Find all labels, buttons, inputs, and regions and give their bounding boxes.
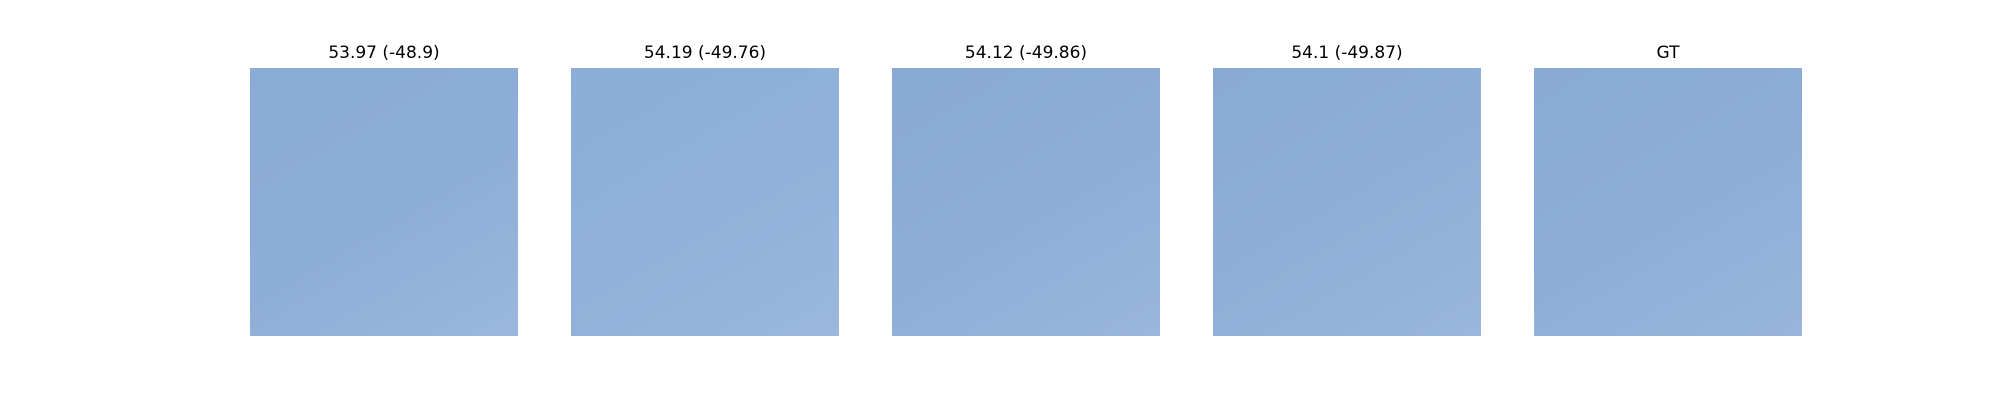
sky-image (892, 68, 1160, 336)
comparison-panel (892, 0, 1160, 400)
sky-image (250, 68, 518, 336)
panel-title: 54.1 (-49.87) (1291, 43, 1403, 63)
sky-image (1213, 68, 1481, 336)
comparison-panel (1213, 0, 1481, 400)
panel-title: 54.19 (-49.76) (643, 43, 767, 63)
panel-title: 54.12 (-49.86) (964, 43, 1088, 63)
ground-truth-panel (1534, 0, 1802, 400)
sky-image (571, 68, 839, 336)
sky-image (1534, 68, 1802, 336)
panel-title: 53.97 (-48.9) (328, 43, 440, 63)
panel-title: GT (1656, 43, 1680, 63)
comparison-panel (250, 0, 518, 400)
comparison-panel (571, 0, 839, 400)
